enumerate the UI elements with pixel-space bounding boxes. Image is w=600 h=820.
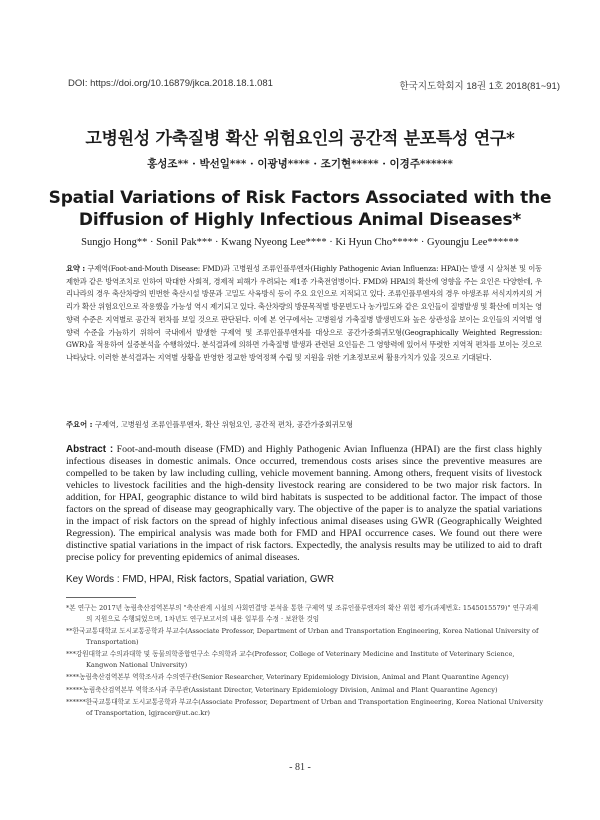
english-authors: Sungjo Hong** · Sonil Pak*** · Kwang Nyeong Lee**** · Ki Hyun Cho***** · Gyoungju Lee****** [81,237,519,248]
doi-link[interactable]: DOI: https://doi.org/10.16879/jkca.2018.18.1.081 [68,78,273,89]
footnote-author-3: ****농림축산검역본부 역학조사과 수의연구관(Senior Researcher, Veterinary Epidemiology Division, Animal and Plant Quarantine Agency) [66,673,509,682]
english-title-line-1: Spatial Variations of Risk Factors Associated with the [48,188,552,208]
korean-keywords [66,419,542,431]
footnote-author-4: *****농림축산검역본부 역학조사과 주무관(Assistant Director, Veterinary Epidemiology Division, Animal and Plant Quarantine Agency) [66,685,498,694]
journal-citation: 한국지도학회지 18권 1호 2018(81~91) [399,81,560,92]
page-number: - 81 - [289,762,311,773]
english-keywords [66,574,542,586]
korean-keywords-text: 구제역, 고병원성 조류인플루엔자, 확산 위험요인, 공간적 편차, 공간가중회귀모형 [92,420,354,429]
footnotes [66,603,544,718]
korean-keywords-label: 주요어 : [66,420,93,429]
korean-title: 고병원성 가축질병 확산 위험요인의 공간적 분포특성 연구* [85,129,515,149]
english-abstract-text: Foot-and-mouth disease (FMD) and Highly Pathogenic Avian Influenza (HPAI) are the first class highly infectious diseases in domestic animals. Once occurred, tremendous costs arises since the preventive measures are compelled to be taken by law including culling, vehicle movement banning. Among others, frequent visits of livestock vehicles to livestock facilities and the high-density livestock rearing are considered to be two major risk factors. In addition, for HPAI, geographic distance to wild bird habitats is suspected to be additional factor. The impact of those factors on the spread of disease may geographically vary. The objective of the paper is to analyze the spatial variations in the impact of risk factors on the spread of highly infectious animal diseases using GWR (Geographically Weighted Regression). The empirical analysis was made both for FMD and HPAI occurrence cases. We found out there were distinctive spatial variations in the impact of risk factors. Expectedly, the analysis results may be utilized to aid to draft precise policy for preventing epidemics of animal diseases. [66,444,543,563]
running-header [68,78,560,92]
footnote-author-2: ***강원대학교 수의과대학 및 동물의학종합연구소 수의학과 교수(Professor, College of Veterinary Medicine and Institute of Veterinary Science, Kangwon National University) [66,650,515,669]
english-title [40,187,560,231]
english-keywords-label: Key Words : [66,574,120,585]
footnote-author-1: **한국교통대학교 도시교통공학과 부교수(Associate Professor, Department of Urban and Transportation Engineering, Korea National University of Transportation) [66,627,539,646]
english-title-line-2: Diffusion of Highly Infectious Animal Diseases* [78,210,522,230]
korean-authors: 홍성조** · 박선일*** · 이광녕**** · 조기현***** · 이경주****** [147,158,453,170]
english-abstract-label: Abstract : [66,444,114,455]
english-keywords-text: FMD, HPAI, Risk factors, Spatial variation, GWR [119,574,334,585]
korean-abstract [66,263,542,365]
footnote-funding: *본 연구는 2017년 농림축산검역본부의 "축산관계 시설의 사회연결망 분석을 통한 구제역 및 조류인플루엔자의 확산 위험 평가(과제번호: 1545015579)" 연구과제의 지원으로 수행되었으며, 1차년도 연구보고서의 내용 일부를 수정 · 보완한 것임 [66,604,539,623]
korean-abstract-label: 요약 : [66,264,86,273]
footnote-author-5: ******한국교통대학교 도시교통공학과 부교수(Associate Professor, Department of Urban and Transportation Engineering, Korea National University of Transportation, lgjracer@ut.ac.kr) [66,697,544,717]
korean-abstract-text: 구제역(Foot-and-Mouth Disease: FMD)과 고병원성 조류인플루엔자(Highly Pathogenic Avian Influenza: HPAI)는 발생 시 살처분 및 이동제한과 같은 방역조치로 인하여 막대한 사회적, 경제적 피해가 우려되는 제1종 가축전염병이다. FMD와 HPAI의 확산에 영향을 주는 요인은 다양한데, 우리나라의 경우 축산차량의 빈번한 축산시설 방문과 고밀도 사육방식 등이 주요 요인으로 지적되고 있다. 조류인플루엔자의 경우 야생조류 서식지까지의 거리가 확산 위험요인으로 작용했을 가능성 역시 제기되고 있다. 축산차량의 방문목적별 방문빈도나 농가밀도와 같은 요인들이 질병발생 및 확산에 미치는 영향력 수준은 지역별로 공간적 편차를 보일 것으로 판단된다. 이에 본 연구에서는 고병원성 가축질병 발생빈도와 높은 상관성을 보이는 요인들의 지역별 영향력 수준을 가늠하기 위하여 국내에서 발생한 구제역 및 조류인플루엔자를 대상으로 공간가중회귀모형(Geographically Weighted Regression: GWR)을 적용하여 실증분석을 수행하였다. 분석결과에 의하면 가축질병 발생과 관련된 요인들은 그 영향력에 있어서 뚜렷한 지역적 편차를 보이는 것으로 나타났다. 이러한 분석결과는 지역별 상황을 반영한 정교한 방역정책 수립 및 지원을 위한 기초정보로써 활용가치가 있을 것으로 기대된다. [66,264,542,362]
footnote-divider [66,597,136,598]
english-abstract [66,444,542,564]
